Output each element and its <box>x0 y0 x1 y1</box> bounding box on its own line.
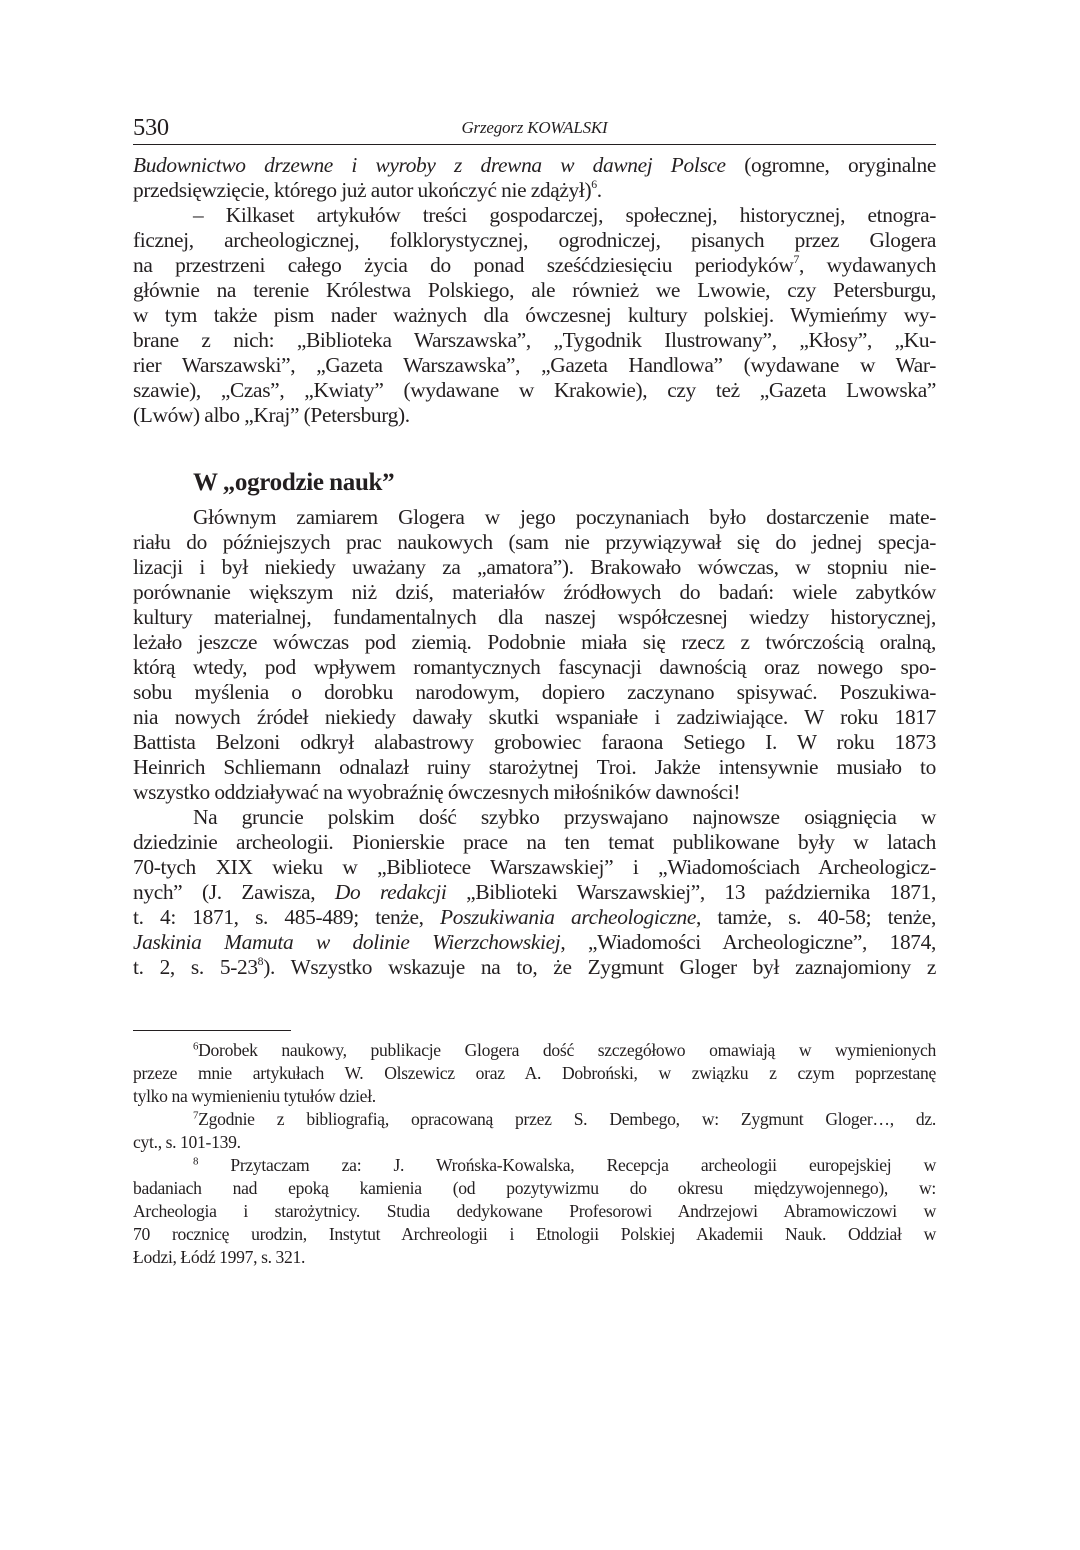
text-line: Battista Belzoni odkrył alabastrowy grobowiec faraona Setiego I. W roku 1873 <box>133 730 936 754</box>
section-heading: W „ogrodzie nauk” <box>193 469 395 496</box>
paragraph-articles <box>133 203 936 428</box>
running-head-author: Grzegorz KOWALSKI <box>461 118 608 137</box>
text-line: riału do późniejszych prac naukowych (sam nie przywiązywał się do jednej specja- <box>133 530 936 554</box>
page-header <box>133 112 936 145</box>
text-line: Budownictwo drzewne i wyroby z drewna w dawnej Polsce (ogromne, oryginalne <box>133 153 937 177</box>
text-line: – Kilkaset artykułów treści gospodarczej, społecznej, historycznej, etnogra- <box>193 203 936 227</box>
text-line: tylko na wymienieniu tytułów dzieł. <box>133 1086 376 1106</box>
text-line: przeze mnie artykułach W. Olszewicz oraz A. Dobroński, w związku z czym poprzestanę <box>133 1063 936 1083</box>
text-line: kultury materialnej, fundamentalnych dla naszej współczesnej wiedzy historycznej, <box>133 605 936 629</box>
paragraph-polish-archaeology <box>133 805 936 980</box>
cited-title: Jaskinia Mamuta w dolinie Wierzchowskiej <box>133 930 561 954</box>
cited-title: Poszukiwania archeologiczne <box>440 905 697 929</box>
text-line: nych” (J. Zawisza, Do redakcji „Biblioteki Warszawskiej”, 13 października 1871, <box>133 880 936 904</box>
text-line: badaniach nad epoką kamienia (od pozytywizmu do okresu międzywojennego), w: <box>133 1178 936 1198</box>
text-line: $^7$Zgodnie z bibliografią, opracowaną przez S. Dembego, w: Zygmunt Gloger…, dz. <box>193 1109 936 1129</box>
text-line: wszystko oddziaływać na wyobraźnię ówczesnych miłośników dawności! <box>133 780 741 804</box>
text-line: $^6$Dorobek naukowy, publikacje Glogera dość szczegółowo omawiają w wymienionych <box>193 1040 936 1060</box>
document-page <box>133 112 936 1269</box>
text-line: głównie na terenie Królestwa Polskiego, ale również we Lwowie, czy Petersburgu, <box>133 278 936 302</box>
text-line: leżało jeszcze wówczas pod ziemią. Podobnie miała się rzecz z twórczością oralną, <box>133 630 936 654</box>
text-line: 70-tych XIX wieku w „Bibliotece Warszawskiej” i „Wiadomościach Archeologicz- <box>133 855 936 879</box>
paragraph-continuation <box>133 153 936 203</box>
page-number: 530 <box>133 114 169 141</box>
text-line: na przestrzeni całego życia do ponad sześćdziesięciu periodyków$^7$, wydawanych <box>133 253 936 277</box>
text-line: lizacji i był niekiedy uważany za „amatora”). Brakowało wówczas, w stopniu nie- <box>133 555 936 579</box>
text-line: Archeologia i starożytnicy. Studia dedykowane Profesorowi Andrzejowi Abramowiczowi w <box>133 1201 936 1221</box>
text-line: cyt., s. 101-139. <box>133 1132 241 1152</box>
text-line: porównanie większym niż dziś, materiałów źródłowych do badań: wiele zabytków <box>133 580 936 604</box>
text-line: Jaskinia Mamuta w dolinie Wierzchowskiej, „Wiadomości Archeologiczne”, 1874, <box>133 930 936 954</box>
footnote-separator <box>133 1030 291 1031</box>
footnote-7 <box>133 1108 936 1154</box>
text-line: szawie), „Czas”, „Kwiaty” (wydawane w Krakowie), czy też „Gazeta Lwowska” <box>133 378 936 402</box>
text-line: Na gruncie polskim dość szybko przyswajano najnowsze osiągnięcia w <box>193 805 936 829</box>
main-text <box>133 153 936 980</box>
text-line: t. 4: 1871, s. 485-489; tenże, Poszukiwania archeologiczne, tamże, s. 40-58; tenże, <box>133 905 936 929</box>
footnote-number: 8 <box>193 1155 199 1168</box>
text-line: 70 rocznicę urodzin, Instytut Archreologii i Etnologii Polskiej Akademii Nauk. Oddział w <box>133 1224 936 1244</box>
text-line: Heinrich Schliemann odnalazł ruiny starożytnej Troi. Jakże intensywnie musiało to <box>133 755 936 779</box>
book-title: Budownictwo drzewne i wyroby z drewna w dawnej Polsce <box>133 153 726 177</box>
text-line: przedsięwzięcie, którego już autor ukończyć nie zdążył)$^6$. <box>133 178 602 202</box>
text-line: (Lwów) albo „Kraj” (Petersburg). <box>133 403 410 427</box>
text-line: którą wtedy, pod wpływem romantycznych fascynacji dawnością oraz nowego spo- <box>133 655 936 679</box>
cited-title: Do redakcji <box>334 880 447 904</box>
text-line: ficznej, archeologicznej, folklorystycznej, ogrodniczej, pisanych przez Glogera <box>133 228 936 252</box>
footnotes <box>133 1039 936 1269</box>
text-line: brane z nich: „Biblioteka Warszawska”, „Tygodnik Ilustrowany”, „Kłosy”, „Ku- <box>133 328 936 352</box>
footnote-ref-6[interactable]: 6 <box>591 178 597 192</box>
text-line: Głównym zamiarem Glogera w jego poczynaniach było dostarczenie mate- <box>193 505 936 529</box>
footnote-6 <box>133 1039 936 1108</box>
footnote-number: 7 <box>193 1109 199 1122</box>
text-line: dziedzinie archeologii. Pionierskie prace na ten temat publikowane były w latach <box>133 830 936 854</box>
text-line: $^8$ Przytaczam za: J. Wrońska-Kowalska, Recepcja archeologii europejskiej w <box>193 1155 936 1175</box>
paragraph-gloger-aims <box>133 505 936 805</box>
text-line: w tym także pism nader ważnych dla ówczesnej kultury polskiej. Wymieńmy wy- <box>133 303 936 327</box>
text-line: Łodzi, Łódź 1997, s. 321. <box>133 1247 306 1267</box>
footnote-8 <box>133 1154 936 1269</box>
footnote-ref-8[interactable]: 8 <box>257 955 264 969</box>
footnote-number: 6 <box>193 1040 199 1053</box>
text-line: nia nowych źródeł niekiedy dawały skutki wspaniałe i zadziwiające. W roku 1817 <box>133 705 936 729</box>
footnote-ref-7[interactable]: 7 <box>793 253 799 267</box>
text-line: rier Warszawski”, „Gazeta Warszawska”, „Gazeta Handlowa” (wydawane w War- <box>133 353 936 377</box>
text-line: sobu myślenia o dorobku narodowym, dopiero zaczynano spisywać. Poszukiwa- <box>133 680 936 704</box>
text-line: t. 2, s. $5-23^8$). Wszystko wskazuje na to, że Zygmunt Gloger był zaznajomiony z <box>133 955 936 979</box>
